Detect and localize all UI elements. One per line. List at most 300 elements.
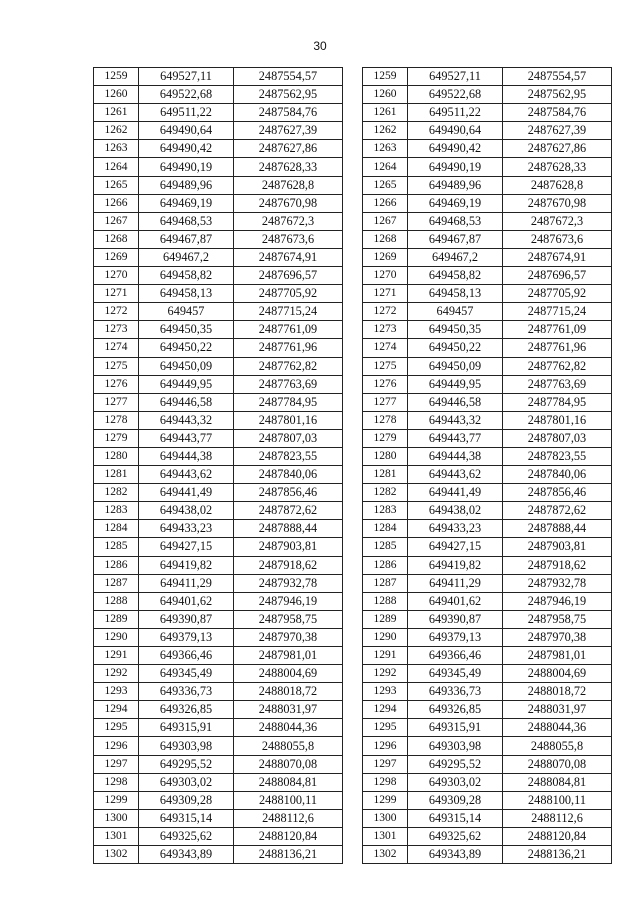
x-coordinate-cell: 649490,19	[408, 158, 503, 176]
point-number-cell: 1267	[363, 212, 408, 230]
table-row	[363, 303, 612, 321]
point-number-cell: 1280	[94, 447, 139, 465]
x-coordinate-cell: 649309,28	[139, 791, 234, 809]
x-coordinate-cell: 649443,77	[139, 429, 234, 447]
x-coordinate-cell: 649446,58	[408, 393, 503, 411]
y-coordinate-cell: 2487627,39	[234, 122, 343, 140]
x-coordinate-cell: 649326,85	[139, 701, 234, 719]
point-number-cell: 1287	[363, 574, 408, 592]
point-number-cell: 1260	[363, 86, 408, 104]
x-coordinate-cell: 649343,89	[408, 846, 503, 864]
x-coordinate-cell: 649315,91	[408, 719, 503, 737]
y-coordinate-cell: 2487946,19	[503, 592, 612, 610]
point-number-cell: 1296	[94, 737, 139, 755]
x-coordinate-cell: 649303,98	[408, 737, 503, 755]
table-row	[363, 520, 612, 538]
y-coordinate-cell: 2487674,91	[503, 248, 612, 266]
y-coordinate-cell: 2487670,98	[503, 194, 612, 212]
table-row	[363, 122, 612, 140]
y-coordinate-cell: 2487554,57	[503, 68, 612, 86]
table-row	[363, 411, 612, 429]
y-coordinate-cell: 2488100,11	[234, 791, 343, 809]
x-coordinate-cell: 649345,49	[139, 665, 234, 683]
y-coordinate-cell: 2487932,78	[503, 574, 612, 592]
y-coordinate-cell: 2487981,01	[234, 647, 343, 665]
x-coordinate-cell: 649443,77	[408, 429, 503, 447]
table-row	[94, 556, 343, 574]
y-coordinate-cell: 2487762,82	[234, 357, 343, 375]
point-number-cell: 1288	[94, 592, 139, 610]
table-row	[94, 303, 343, 321]
y-coordinate-cell: 2487903,81	[234, 538, 343, 556]
table-row	[363, 846, 612, 864]
y-coordinate-cell: 2487932,78	[234, 574, 343, 592]
table-row	[94, 737, 343, 755]
table-row	[94, 411, 343, 429]
y-coordinate-cell: 2487562,95	[234, 86, 343, 104]
table-row	[94, 68, 343, 86]
y-coordinate-cell: 2487674,91	[234, 248, 343, 266]
table-row	[94, 592, 343, 610]
table-row	[363, 357, 612, 375]
table-row	[363, 267, 612, 285]
point-number-cell: 1297	[363, 755, 408, 773]
y-coordinate-cell: 2487784,95	[234, 393, 343, 411]
table-row	[94, 755, 343, 773]
y-coordinate-cell: 2487807,03	[503, 429, 612, 447]
y-coordinate-cell: 2488112,6	[503, 809, 612, 827]
point-number-cell: 1290	[94, 628, 139, 646]
x-coordinate-cell: 649419,82	[408, 556, 503, 574]
x-coordinate-cell: 649443,62	[139, 466, 234, 484]
point-number-cell: 1291	[363, 647, 408, 665]
table-row	[94, 285, 343, 303]
point-number-cell: 1268	[363, 230, 408, 248]
x-coordinate-cell: 649468,53	[408, 212, 503, 230]
x-coordinate-cell: 649419,82	[139, 556, 234, 574]
x-coordinate-cell: 649295,52	[408, 755, 503, 773]
point-number-cell: 1281	[363, 466, 408, 484]
point-number-cell: 1277	[94, 393, 139, 411]
point-number-cell: 1282	[94, 484, 139, 502]
point-number-cell: 1300	[363, 809, 408, 827]
x-coordinate-cell: 649433,23	[139, 520, 234, 538]
table-row	[94, 339, 343, 357]
point-number-cell: 1295	[363, 719, 408, 737]
x-coordinate-cell: 649444,38	[139, 447, 234, 465]
x-coordinate-cell: 649489,96	[139, 176, 234, 194]
x-coordinate-cell: 649450,09	[139, 357, 234, 375]
table-row	[94, 466, 343, 484]
point-number-cell: 1267	[94, 212, 139, 230]
y-coordinate-cell: 2487628,33	[234, 158, 343, 176]
x-coordinate-cell: 649527,11	[139, 68, 234, 86]
x-coordinate-cell: 649390,87	[408, 610, 503, 628]
table-row	[94, 357, 343, 375]
point-number-cell: 1272	[94, 303, 139, 321]
x-coordinate-cell: 649390,87	[139, 610, 234, 628]
x-coordinate-cell: 649295,52	[139, 755, 234, 773]
x-coordinate-cell: 649401,62	[408, 592, 503, 610]
coordinates-table-right	[362, 67, 612, 864]
x-coordinate-cell: 649527,11	[408, 68, 503, 86]
table-row	[363, 212, 612, 230]
x-coordinate-cell: 649511,22	[408, 104, 503, 122]
table-row	[363, 827, 612, 845]
y-coordinate-cell: 2487888,44	[503, 520, 612, 538]
y-coordinate-cell: 2487672,3	[234, 212, 343, 230]
point-number-cell: 1294	[94, 701, 139, 719]
point-number-cell: 1275	[363, 357, 408, 375]
x-coordinate-cell: 649441,49	[139, 484, 234, 502]
coordinates-table-left	[93, 67, 343, 864]
point-number-cell: 1290	[363, 628, 408, 646]
table-row	[94, 122, 343, 140]
x-coordinate-cell: 649522,68	[139, 86, 234, 104]
y-coordinate-cell: 2487715,24	[234, 303, 343, 321]
x-coordinate-cell: 649450,09	[408, 357, 503, 375]
table-row	[94, 846, 343, 864]
table-row	[363, 556, 612, 574]
table-row	[94, 719, 343, 737]
y-coordinate-cell: 2488004,69	[234, 665, 343, 683]
y-coordinate-cell: 2487584,76	[234, 104, 343, 122]
x-coordinate-cell: 649441,49	[408, 484, 503, 502]
point-number-cell: 1259	[363, 68, 408, 86]
point-number-cell: 1274	[363, 339, 408, 357]
x-coordinate-cell: 649450,22	[408, 339, 503, 357]
x-coordinate-cell: 649427,15	[408, 538, 503, 556]
y-coordinate-cell: 2488044,36	[503, 719, 612, 737]
y-coordinate-cell: 2487970,38	[234, 628, 343, 646]
y-coordinate-cell: 2487696,57	[234, 267, 343, 285]
point-number-cell: 1262	[363, 122, 408, 140]
y-coordinate-cell: 2488084,81	[234, 773, 343, 791]
point-number-cell: 1272	[363, 303, 408, 321]
table-row	[363, 429, 612, 447]
x-coordinate-cell: 649438,02	[139, 502, 234, 520]
point-number-cell: 1263	[94, 140, 139, 158]
y-coordinate-cell: 2487761,09	[234, 321, 343, 339]
y-coordinate-cell: 2487627,86	[503, 140, 612, 158]
x-coordinate-cell: 649450,22	[139, 339, 234, 357]
point-number-cell: 1284	[94, 520, 139, 538]
x-coordinate-cell: 649446,58	[139, 393, 234, 411]
point-number-cell: 1275	[94, 357, 139, 375]
table-row	[94, 574, 343, 592]
point-number-cell: 1259	[94, 68, 139, 86]
point-number-cell: 1261	[363, 104, 408, 122]
table-row	[363, 230, 612, 248]
x-coordinate-cell: 649325,62	[139, 827, 234, 845]
table-row	[363, 574, 612, 592]
point-number-cell: 1291	[94, 647, 139, 665]
table-row	[94, 429, 343, 447]
point-number-cell: 1280	[363, 447, 408, 465]
point-number-cell: 1284	[363, 520, 408, 538]
point-number-cell: 1282	[363, 484, 408, 502]
x-coordinate-cell: 649468,53	[139, 212, 234, 230]
table-row	[94, 393, 343, 411]
table-row	[94, 86, 343, 104]
y-coordinate-cell: 2487888,44	[234, 520, 343, 538]
x-coordinate-cell: 649458,13	[408, 285, 503, 303]
table-row	[94, 321, 343, 339]
point-number-cell: 1269	[363, 248, 408, 266]
x-coordinate-cell: 649443,62	[408, 466, 503, 484]
x-coordinate-cell: 649315,91	[139, 719, 234, 737]
table-row	[363, 484, 612, 502]
point-number-cell: 1299	[94, 791, 139, 809]
x-coordinate-cell: 649489,96	[408, 176, 503, 194]
point-number-cell: 1296	[363, 737, 408, 755]
y-coordinate-cell: 2488018,72	[503, 683, 612, 701]
table-row	[94, 502, 343, 520]
point-number-cell: 1293	[94, 683, 139, 701]
y-coordinate-cell: 2487807,03	[234, 429, 343, 447]
table-row	[94, 194, 343, 212]
x-coordinate-cell: 649343,89	[139, 846, 234, 864]
x-coordinate-cell: 649366,46	[408, 647, 503, 665]
x-coordinate-cell: 649444,38	[408, 447, 503, 465]
table-row	[94, 158, 343, 176]
x-coordinate-cell: 649457	[408, 303, 503, 321]
y-coordinate-cell: 2487903,81	[503, 538, 612, 556]
y-coordinate-cell: 2487628,33	[503, 158, 612, 176]
table-row	[363, 610, 612, 628]
point-number-cell: 1277	[363, 393, 408, 411]
x-coordinate-cell: 649457	[139, 303, 234, 321]
point-number-cell: 1262	[94, 122, 139, 140]
x-coordinate-cell: 649336,73	[139, 683, 234, 701]
point-number-cell: 1271	[363, 285, 408, 303]
y-coordinate-cell: 2487761,96	[234, 339, 343, 357]
table-row	[363, 737, 612, 755]
point-number-cell: 1289	[94, 610, 139, 628]
x-coordinate-cell: 649467,2	[139, 248, 234, 266]
table-row	[94, 248, 343, 266]
y-coordinate-cell: 2487761,96	[503, 339, 612, 357]
x-coordinate-cell: 649443,32	[139, 411, 234, 429]
table-row	[363, 68, 612, 86]
point-number-cell: 1264	[94, 158, 139, 176]
point-number-cell: 1276	[94, 375, 139, 393]
x-coordinate-cell: 649490,42	[408, 140, 503, 158]
point-number-cell: 1294	[363, 701, 408, 719]
y-coordinate-cell: 2487801,16	[503, 411, 612, 429]
y-coordinate-cell: 2487670,98	[234, 194, 343, 212]
point-number-cell: 1302	[363, 846, 408, 864]
point-number-cell: 1302	[94, 846, 139, 864]
y-coordinate-cell: 2488100,11	[503, 791, 612, 809]
y-coordinate-cell: 2487981,01	[503, 647, 612, 665]
table-row	[94, 647, 343, 665]
x-coordinate-cell: 649315,14	[408, 809, 503, 827]
point-number-cell: 1288	[363, 592, 408, 610]
y-coordinate-cell: 2487970,38	[503, 628, 612, 646]
y-coordinate-cell: 2488120,84	[503, 827, 612, 845]
point-number-cell: 1276	[363, 375, 408, 393]
table-row	[94, 447, 343, 465]
y-coordinate-cell: 2487763,69	[503, 375, 612, 393]
point-number-cell: 1270	[94, 267, 139, 285]
table-row	[94, 827, 343, 845]
table-row	[94, 665, 343, 683]
y-coordinate-cell: 2487673,6	[234, 230, 343, 248]
x-coordinate-cell: 649467,87	[408, 230, 503, 248]
x-coordinate-cell: 649401,62	[139, 592, 234, 610]
table-row	[363, 375, 612, 393]
table-row	[363, 755, 612, 773]
point-number-cell: 1268	[94, 230, 139, 248]
y-coordinate-cell: 2487958,75	[234, 610, 343, 628]
point-number-cell: 1299	[363, 791, 408, 809]
point-number-cell: 1273	[94, 321, 139, 339]
y-coordinate-cell: 2487958,75	[503, 610, 612, 628]
y-coordinate-cell: 2488055,8	[234, 737, 343, 755]
point-number-cell: 1287	[94, 574, 139, 592]
table-row	[363, 809, 612, 827]
x-coordinate-cell: 649458,13	[139, 285, 234, 303]
table-row	[94, 628, 343, 646]
point-number-cell: 1292	[363, 665, 408, 683]
x-coordinate-cell: 649366,46	[139, 647, 234, 665]
x-coordinate-cell: 649315,14	[139, 809, 234, 827]
table-row	[363, 447, 612, 465]
point-number-cell: 1273	[363, 321, 408, 339]
table-row	[363, 248, 612, 266]
x-coordinate-cell: 649411,29	[139, 574, 234, 592]
y-coordinate-cell: 2487628,8	[503, 176, 612, 194]
table-row	[363, 773, 612, 791]
table-row	[94, 809, 343, 827]
x-coordinate-cell: 649490,64	[408, 122, 503, 140]
table-row	[363, 285, 612, 303]
table-row	[363, 104, 612, 122]
table-row	[363, 701, 612, 719]
y-coordinate-cell: 2488044,36	[234, 719, 343, 737]
table-row	[94, 267, 343, 285]
point-number-cell: 1281	[94, 466, 139, 484]
x-coordinate-cell: 649450,35	[139, 321, 234, 339]
table-row	[94, 701, 343, 719]
y-coordinate-cell: 2488018,72	[234, 683, 343, 701]
point-number-cell: 1298	[363, 773, 408, 791]
x-coordinate-cell: 649303,02	[139, 773, 234, 791]
x-coordinate-cell: 649438,02	[408, 502, 503, 520]
point-number-cell: 1270	[363, 267, 408, 285]
x-coordinate-cell: 649303,98	[139, 737, 234, 755]
x-coordinate-cell: 649490,42	[139, 140, 234, 158]
table-row	[363, 194, 612, 212]
y-coordinate-cell: 2487672,3	[503, 212, 612, 230]
point-number-cell: 1301	[363, 827, 408, 845]
y-coordinate-cell: 2487856,46	[234, 484, 343, 502]
page-number: 30	[313, 39, 327, 53]
point-number-cell: 1271	[94, 285, 139, 303]
y-coordinate-cell: 2488120,84	[234, 827, 343, 845]
table-row	[363, 502, 612, 520]
point-number-cell: 1278	[94, 411, 139, 429]
x-coordinate-cell: 649303,02	[408, 773, 503, 791]
point-number-cell: 1261	[94, 104, 139, 122]
x-coordinate-cell: 649433,23	[408, 520, 503, 538]
y-coordinate-cell: 2487918,62	[234, 556, 343, 574]
x-coordinate-cell: 649467,87	[139, 230, 234, 248]
table-row	[94, 212, 343, 230]
point-number-cell: 1266	[94, 194, 139, 212]
table-row	[94, 375, 343, 393]
table-row	[363, 176, 612, 194]
point-number-cell: 1260	[94, 86, 139, 104]
x-coordinate-cell: 649458,82	[139, 267, 234, 285]
table-row	[94, 176, 343, 194]
x-coordinate-cell: 649458,82	[408, 267, 503, 285]
y-coordinate-cell: 2487872,62	[234, 502, 343, 520]
table-row	[363, 665, 612, 683]
y-coordinate-cell: 2487762,82	[503, 357, 612, 375]
y-coordinate-cell: 2487627,39	[503, 122, 612, 140]
y-coordinate-cell: 2487584,76	[503, 104, 612, 122]
point-number-cell: 1269	[94, 248, 139, 266]
table-row	[94, 791, 343, 809]
x-coordinate-cell: 649325,62	[408, 827, 503, 845]
point-number-cell: 1265	[94, 176, 139, 194]
point-number-cell: 1279	[363, 429, 408, 447]
y-coordinate-cell: 2488031,97	[234, 701, 343, 719]
point-number-cell: 1286	[363, 556, 408, 574]
x-coordinate-cell: 649379,13	[139, 628, 234, 646]
table-row	[363, 158, 612, 176]
table-row	[363, 393, 612, 411]
y-coordinate-cell: 2488136,21	[503, 846, 612, 864]
table-row	[363, 683, 612, 701]
y-coordinate-cell: 2488070,08	[234, 755, 343, 773]
point-number-cell: 1297	[94, 755, 139, 773]
table-row	[363, 140, 612, 158]
point-number-cell: 1289	[363, 610, 408, 628]
y-coordinate-cell: 2487705,92	[234, 285, 343, 303]
point-number-cell: 1292	[94, 665, 139, 683]
y-coordinate-cell: 2488084,81	[503, 773, 612, 791]
point-number-cell: 1295	[94, 719, 139, 737]
point-number-cell: 1266	[363, 194, 408, 212]
y-coordinate-cell: 2487696,57	[503, 267, 612, 285]
table-row	[94, 484, 343, 502]
x-coordinate-cell: 649490,19	[139, 158, 234, 176]
point-number-cell: 1286	[94, 556, 139, 574]
x-coordinate-cell: 649309,28	[408, 791, 503, 809]
point-number-cell: 1285	[94, 538, 139, 556]
y-coordinate-cell: 2487628,8	[234, 176, 343, 194]
y-coordinate-cell: 2487872,62	[503, 502, 612, 520]
table-row	[363, 647, 612, 665]
table-row	[94, 104, 343, 122]
x-coordinate-cell: 649467,2	[408, 248, 503, 266]
y-coordinate-cell: 2488136,21	[234, 846, 343, 864]
table-row	[94, 610, 343, 628]
point-number-cell: 1263	[363, 140, 408, 158]
point-number-cell: 1279	[94, 429, 139, 447]
point-number-cell: 1293	[363, 683, 408, 701]
x-coordinate-cell: 649469,19	[139, 194, 234, 212]
point-number-cell: 1278	[363, 411, 408, 429]
x-coordinate-cell: 649443,32	[408, 411, 503, 429]
point-number-cell: 1264	[363, 158, 408, 176]
table-row	[363, 791, 612, 809]
x-coordinate-cell: 649449,95	[139, 375, 234, 393]
x-coordinate-cell: 649411,29	[408, 574, 503, 592]
